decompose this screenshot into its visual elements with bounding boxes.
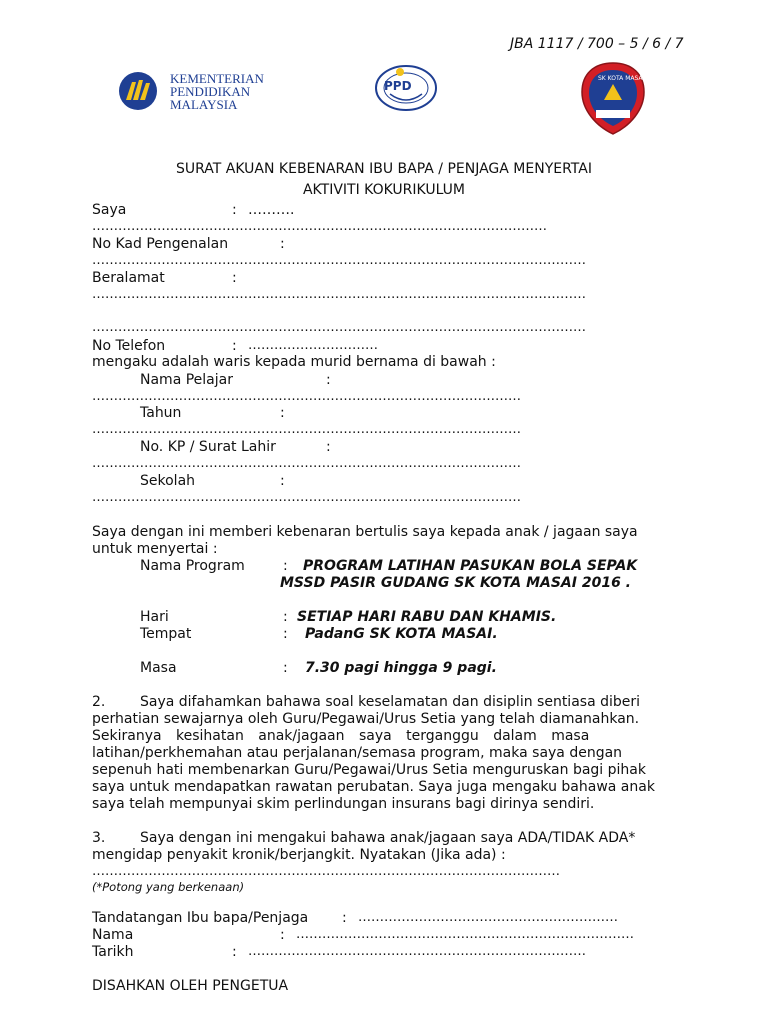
student-sekolah-colon: :	[280, 473, 285, 489]
field-ic-label: No Kad Pengenalan	[92, 236, 229, 252]
ppd-emblem-icon	[360, 60, 452, 116]
field-saya-label: Saya	[92, 202, 127, 218]
school-logo	[574, 60, 652, 142]
sign-tandatangan-dots[interactable]: ……………………………………………………	[358, 910, 618, 925]
para2-line5: sepenuh hati membenarkan Guru/Pegawai/Urus Setia menguruskan bagi pihak	[92, 762, 646, 778]
school-crest-icon	[574, 60, 652, 138]
field-alamat-colon: :	[232, 270, 237, 286]
sign-tarikh-dots[interactable]: ……………………………………………………………………	[248, 944, 586, 959]
field-alamat-dots2[interactable]: ……………………………………………………………………………………………………	[92, 320, 586, 335]
para2-line4: latihan/perkhemahan atau perjalanan/semasa program, maka saya dengan	[92, 745, 623, 761]
student-kp-colon: :	[326, 439, 331, 455]
program-tempat-label: Tempat	[140, 626, 192, 642]
school-crest-text: SK KOTA MASAI	[598, 75, 645, 82]
program-masa-value: 7.30 pagi hingga 9 pagi.	[305, 660, 497, 676]
program-tempat-value: PadanG SK KOTA MASAI.	[305, 626, 498, 642]
kpm-line2: PENDIDIKAN	[170, 84, 251, 99]
para2-line3: Sekiranya kesihatan anak/jagaan saya terganggu dalam masa	[92, 728, 590, 744]
ppd-text: PPD	[384, 79, 412, 93]
program-masa-label: Masa	[140, 660, 177, 676]
title-line1: SURAT AKUAN KEBENARAN IBU BAPA / PENJAGA MENYERTAI	[176, 161, 592, 177]
student-nama-colon: :	[326, 372, 331, 388]
document-reference: JBA 1117 / 700 – 5 / 6 / 7	[510, 36, 684, 52]
footer-disahkan: DISAHKAN OLEH PENGETUA	[92, 978, 289, 994]
sign-nama-colon: :	[280, 927, 285, 943]
field-saya-dots[interactable]: ……………………………………………………………………………………………	[92, 219, 547, 234]
para3-note: (*Potong yang berkenaan)	[92, 880, 245, 894]
program-hari-colon: :	[283, 609, 288, 625]
para3-line1: Saya dengan ini mengakui bahawa anak/jagaan saya ADA/TIDAK ADA*	[140, 830, 636, 846]
field-alamat-dots1[interactable]: ……………………………………………………………………………………………………	[92, 287, 586, 302]
field-ic-dots[interactable]: ……………………………………………………………………………………………………	[92, 253, 586, 268]
student-kp-label: No. KP / Surat Lahir	[140, 439, 276, 455]
sign-tandatangan-label: Tandatangan Ibu bapa/Penjaga	[92, 910, 309, 926]
student-nama-dots[interactable]: ………………………………………………………………………………………	[92, 389, 521, 404]
kpm-line3: MALAYSIA	[170, 97, 238, 112]
sign-nama-label: Nama	[92, 927, 134, 943]
program-hari-label: Hari	[140, 609, 169, 625]
student-nama-label: Nama Pelajar	[140, 372, 233, 388]
sign-tandatangan-colon: :	[342, 910, 347, 926]
field-ic-colon: :	[280, 236, 285, 252]
para2-line2: perhatian sewajarnya oleh Guru/Pegawai/Urus Setia yang telah diamanahkan.	[92, 711, 640, 727]
field-alamat-label: Beralamat	[92, 270, 165, 286]
permission-line1: Saya dengan ini memberi kebenaran bertulis saya kepada anak / jagaan saya	[92, 524, 638, 540]
sign-tarikh-label: Tarikh	[92, 944, 134, 960]
kpm-line1: KEMENTERIAN	[170, 71, 264, 86]
program-nama-value1: PROGRAM LATIHAN PASUKAN BOLA SEPAK	[303, 558, 638, 574]
program-nama-label: Nama Program	[140, 558, 245, 574]
student-tahun-dots[interactable]: ………………………………………………………………………………………	[92, 422, 521, 437]
ppd-logo	[360, 60, 452, 120]
para2-line1: Saya difahamkan bahawa soal keselamatan dan disiplin sentiasa diberi	[140, 694, 641, 710]
permission-line2: untuk menyertai :	[92, 541, 218, 557]
program-tempat-colon: :	[283, 626, 288, 642]
student-sekolah-dots[interactable]: ………………………………………………………………………………………	[92, 490, 521, 505]
student-kp-dots[interactable]: ………………………………………………………………………………………	[92, 456, 521, 471]
waris-line: mengaku adalah waris kepada murid bernama di bawah :	[92, 354, 496, 370]
para3-line2: mengidap penyakit kronik/berjangkit. Nyatakan (Jika ada) :	[92, 847, 506, 863]
title-line2: AKTIVITI KOKURIKULUM	[302, 182, 465, 198]
field-saya-short[interactable]: ……….	[248, 202, 295, 218]
field-tel-dots[interactable]: …………………………	[248, 338, 378, 353]
para3-number: 3.	[92, 830, 106, 846]
field-saya-colon: :	[232, 202, 237, 218]
program-masa-colon: :	[283, 660, 288, 676]
student-sekolah-label: Sekolah	[140, 473, 196, 489]
program-hari-value: SETIAP HARI RABU DAN KHAMIS.	[297, 609, 557, 625]
student-tahun-colon: :	[280, 405, 285, 421]
para3-dots[interactable]: ………………………………………………………………………………………………	[92, 864, 560, 879]
program-nama-value2: MSSD PASIR GUDANG SK KOTA MASAI 2016 .	[280, 575, 632, 591]
para2-line7: saya telah mempunyai skim perlindungan insurans bagi dirinya sendiri.	[92, 796, 595, 812]
field-tel-label: No Telefon	[92, 338, 166, 354]
program-nama-colon: :	[283, 558, 288, 574]
para2-number: 2.	[92, 694, 106, 710]
kpm-logo	[118, 70, 288, 118]
para2-line6: saya untuk mendapatkan rawatan perubatan. Saya juga mengaku bahawa anak	[92, 779, 655, 795]
sign-tarikh-colon: :	[232, 944, 237, 960]
student-tahun-label: Tahun	[140, 405, 182, 421]
field-tel-colon: :	[232, 338, 237, 354]
sign-nama-dots[interactable]: ……………………………………………………………………	[296, 927, 634, 942]
